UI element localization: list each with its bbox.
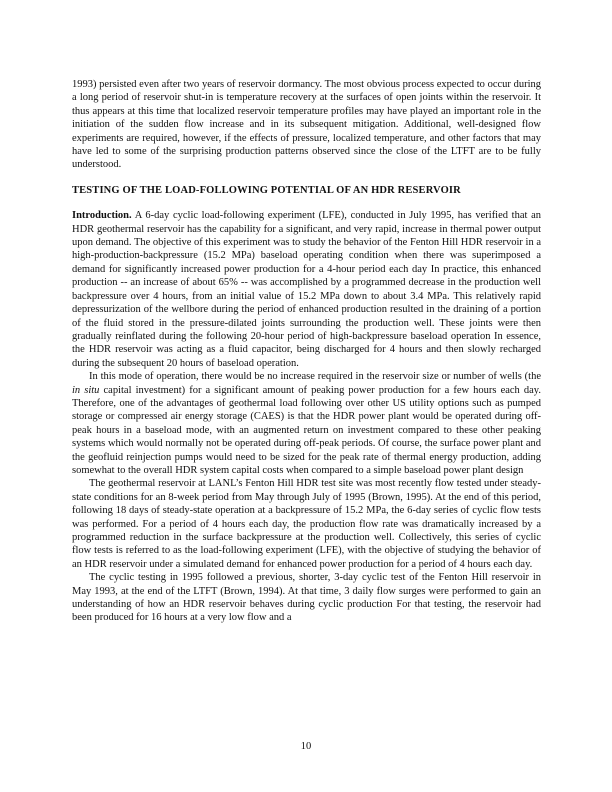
paragraph-cyclic-testing: The cyclic testing in 1995 followed a previous, shorter, 3-day cyclic test of the Fenton Hill reservoir in May 1993, at the end of the LTFT (Brown, 1994). At that time, 3 daily flow surges were performed to gain an understanding of how an HDR reservoir behaves during cyclic production For that testing, the reservoir had been produced for 16 hours at a very low flow and a (72, 572, 541, 624)
page-number: 10 (300, 741, 312, 752)
italic-term: in situ (72, 384, 100, 396)
paragraph-mode-of-operation (72, 370, 541, 477)
run-in-heading: Introduction. (72, 210, 132, 222)
introduction-text: A 6-day cyclic load-following experiment (LFE), conducted in July 1995, has verified that an HDR geothermal reservoir has the capability for a significant, and very rapid, increase in thermal power output upon demand. The objective of this experiment was to study the behavior of the Fenton Hill HDR reservoir in a high-production-backpressure (15.2 MPa) baseload operating condition when there was superimposed a demand for significantly increased power production for a 4-hour period each day In practice, this enhanced production -- an increase of about 65% -- was accomplished by a programmed decrease in the production well backpressure over 4 hours, from an initial value of 15.2 MPa down to about 3.4 MPa. This relatively rapid depressurization of the wellbore during the period of enhanced production resulted in the draining of a portion of the fluid stored in the pressure-dilated joints surrounding the production well. These joints were then gradually reinflated during the following 20-hour period of high-backpressure baseload operation In essence, the HDR reservoir was acting as a fluid capacitor, being discharged for 4 hours and then slowly recharged during the subsequent 20 hours of baseload operation. (72, 210, 541, 369)
paragraph-introduction (72, 209, 541, 370)
page-body (72, 78, 541, 625)
paragraph-text-a: In this mode of operation, there would be no increase required in the reservoir size or number of wells (the (89, 371, 541, 383)
paragraph-continuation: 1993) persisted even after two years of reservoir dormancy. The most obvious process expected to occur during a long period of reservoir shut-in is temperature recovery at the surfaces of open joints within the reservoir. It thus appears at this time that localized reservoir temperature profiles may have played an important role in the initiation of the sudden flow increase and in its subsequent mitigation. Additional, well-designed flow experiments are required, however, if the effects of pressure, localized temperature, and other factors that may have led to some of the surprising production patterns observed since the close of the LTFT are to be fully understood. (72, 79, 541, 171)
paragraph-text-b: capital investment) for a significant amount of peaking power production for a few hours each day. Therefore, one of the advantages of geothermal load following over other US utility options such as pumped storage or compressed air energy storage (CAES) is that the HDR power plant would be operated during off-peak hours in a baseload mode, with an augmented return on investment compared to these other peaking systems which would normally not be operated during off-peak periods. Of course, the surface power plant and the geofluid reinjection pumps would need to be sized for the peak rate of thermal energy production, adding somewhat to the overall HDR system capital costs when compared to a simple baseload power plant design (72, 384, 541, 476)
section-heading: TESTING OF THE LOAD-FOLLOWING POTENTIAL OF AN HDR RESERVOIR (72, 184, 461, 196)
paragraph-geothermal-reservoir: The geothermal reservoir at LANL’s Fenton Hill HDR test site was most recently flow tested under steady-state conditions for an 8-week period from May through July of 1995 (Brown, 1995). At the end of this period, following 18 days of steady-state operation at a backpressure of 15.2 MPa, the 6-day series of cyclic flow tests was performed. For a period of 4 hours each day, the production flow rate was dramatically increased by a programmed reduction in the surface backpressure at the production well. Collectively, this series of cyclic flow tests is referred to as the load-following experiment (LFE), with the objective of studying the behavior of an HDR reservoir under a simulated demand for enhanced power production for a period of 4 hours each day. (72, 478, 541, 570)
